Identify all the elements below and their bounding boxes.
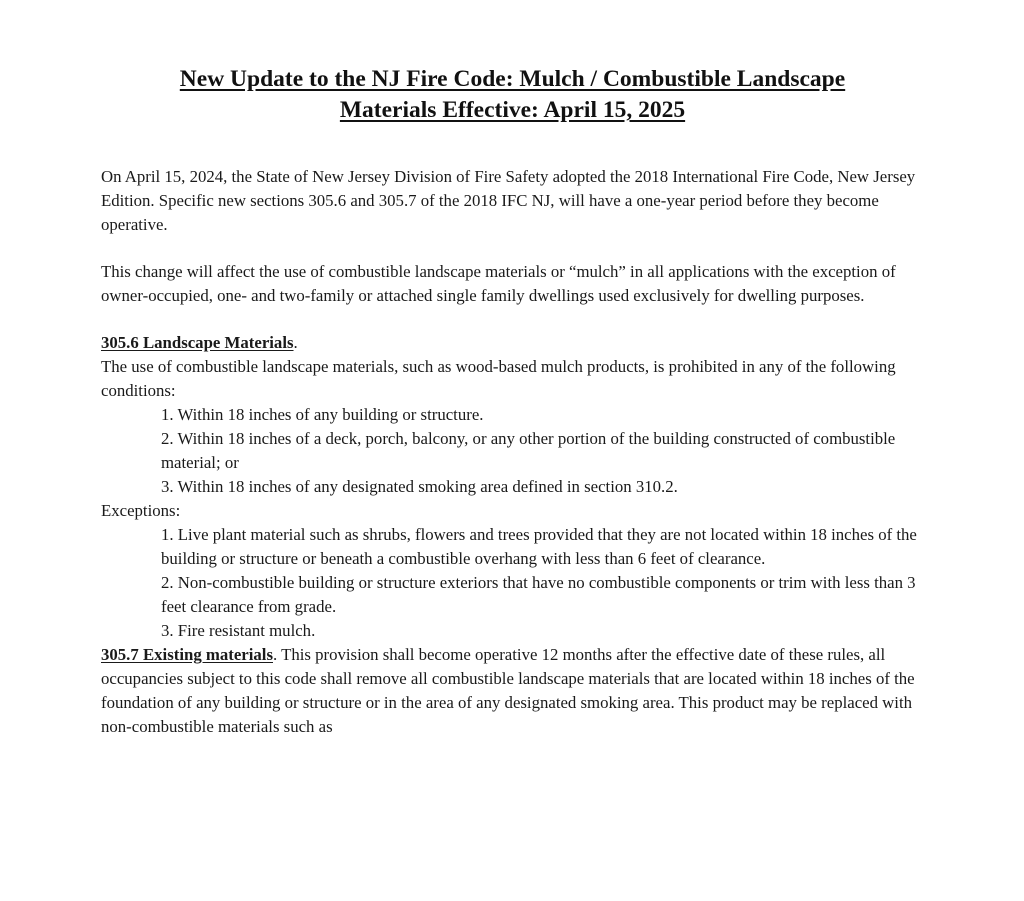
section-305-6-heading: 305.6 Landscape Materials <box>101 333 294 352</box>
intro-paragraph-1: On April 15, 2024, the State of New Jersey Division of Fire Safety adopted the 2018 International Fire Code, New Jersey Edition. Specific new sections 305.6 and 305.7 of the 2018 IFC NJ, will have a one-year period before they become operative. <box>101 167 916 234</box>
section-305-7-heading: 305.7 Existing materials <box>101 645 273 664</box>
condition-item: 2. Within 18 inches of a deck, porch, balcony, or any other portion of the building constructed of combustible material; or <box>161 429 896 472</box>
condition-item: 1. Within 18 inches of any building or structure. <box>161 405 484 424</box>
section-305-6-heading-line <box>101 331 924 355</box>
title-line-2: Materials Effective: April 15, 2025 <box>339 97 686 123</box>
prohibited-conditions-list <box>101 403 924 499</box>
section-305-6 <box>101 331 924 643</box>
exceptions-list <box>101 523 924 643</box>
title-line-1: New Update to the NJ Fire Code: Mulch / Combustible Landscape <box>179 66 846 92</box>
section-305-7-body: . This provision shall become operative 12 months after the effective date of these rules, all occupancies subject to this code shall remove all combustible landscape materials that are located within 18 inches of the foundation of any building or structure or in the area of any designated smoking area. This product may be replaced with non-combustible materials such as <box>101 645 915 736</box>
exceptions-label: Exceptions: <box>101 501 181 520</box>
section-305-6-intro: The use of combustible landscape materials, such as wood-based mulch products, is prohibited in any of the following conditions: <box>101 357 896 400</box>
exception-item: 3. Fire resistant mulch. <box>161 621 316 640</box>
intro-paragraph-2: This change will affect the use of combustible landscape materials or “mulch” in all applications with the exception of owner-occupied, one- and two-family or attached single family dwellings used exclusively for dwelling purposes. <box>101 262 896 305</box>
condition-item: 3. Within 18 inches of any designated smoking area defined in section 310.2. <box>161 477 678 496</box>
section-305-7 <box>101 643 924 739</box>
section-305-6-heading-suffix: . <box>293 333 298 352</box>
document-title <box>101 64 924 126</box>
exception-item: 2. Non-combustible building or structure exteriors that have no combustible components or trim with less than 3 feet clearance from grade. <box>161 573 916 616</box>
exception-item: 1. Live plant material such as shrubs, flowers and trees provided that they are not located within 18 inches of the building or structure or beneath a combustible overhang with less than 6 feet of clearance. <box>161 525 917 568</box>
